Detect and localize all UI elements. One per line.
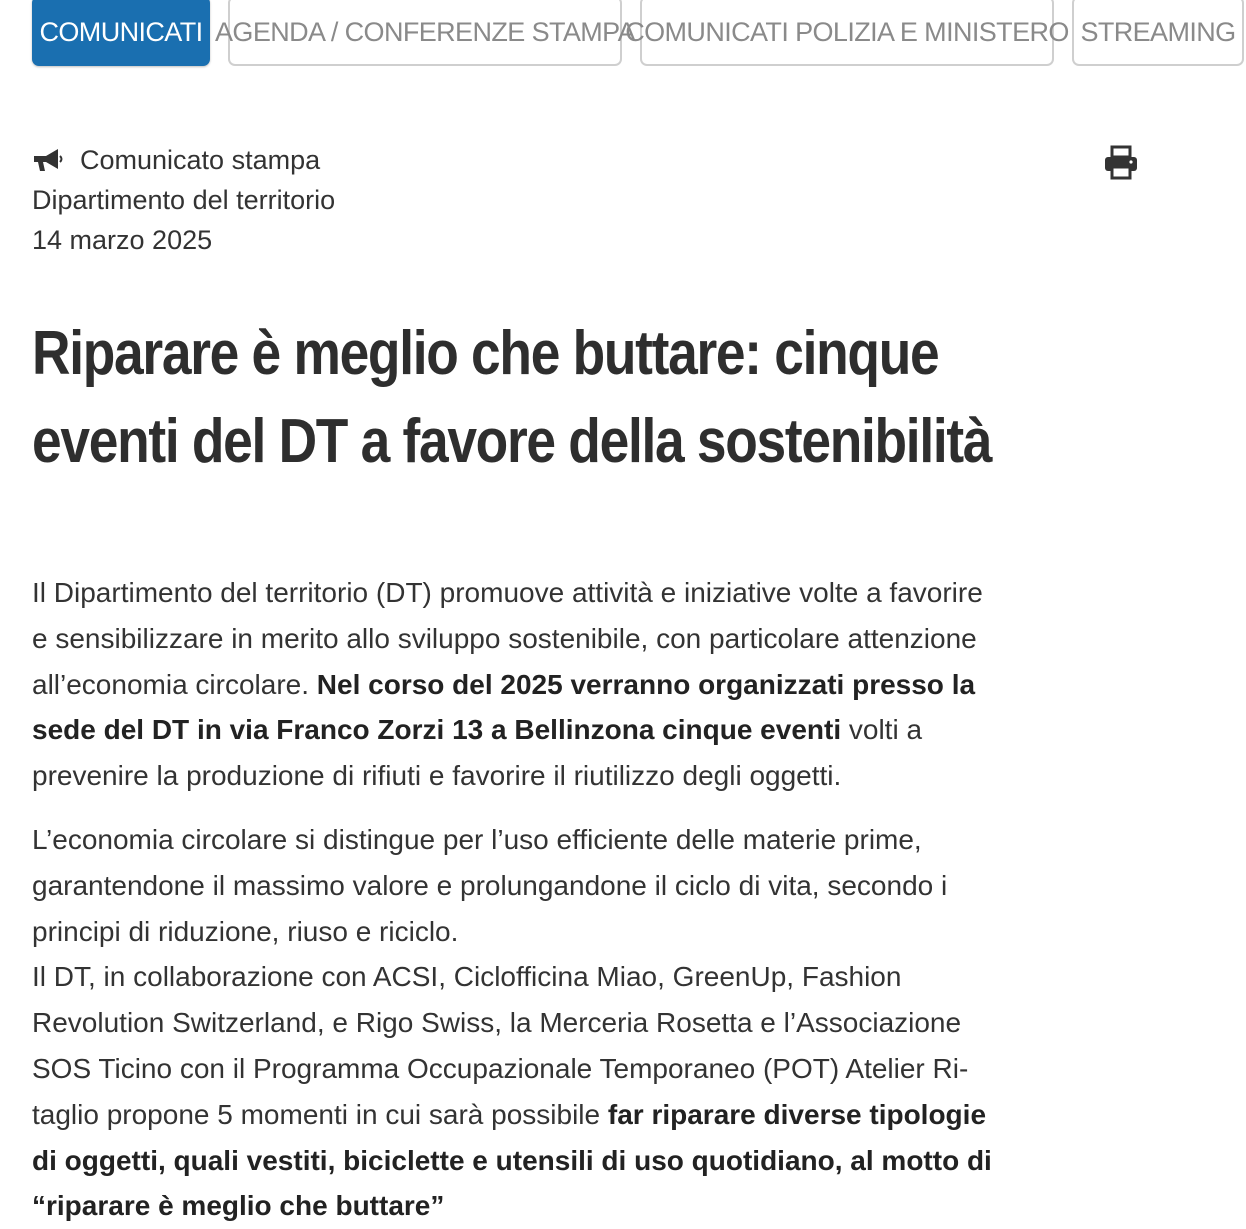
- publication-date: 14 marzo 2025: [32, 225, 213, 255]
- paragraph-intro: [32, 570, 1142, 799]
- text-line: SOS Ticino con il Programma Occupazionale Temporaneo (POT) Atelier Ri-: [32, 1052, 969, 1084]
- print-icon[interactable]: [1103, 145, 1139, 181]
- department-name: Dipartimento del territorio: [32, 185, 336, 215]
- article-title-line-2: eventi del DT a favore della sostenibilità: [32, 407, 992, 476]
- text-line: Il Dipartimento del territorio (DT) promuove attività e iniziative volte a favorire: [32, 577, 983, 608]
- bold-text: “riparare è meglio che buttare”: [32, 1190, 445, 1222]
- bold-text: far riparare diverse tipologie: [607, 1098, 987, 1130]
- text-line: all’economia circolare.: [32, 668, 317, 700]
- tab-streaming[interactable]: STREAMING: [1072, 0, 1244, 66]
- article-title: [32, 310, 1184, 486]
- text-line: Revolution Switzerland, e Rigo Swiss, la Merceria Rosetta e l’Associazione: [32, 1007, 962, 1039]
- text-line: taglio propone 5 momenti in cui sarà possibile: [32, 1098, 608, 1130]
- article-body: [32, 570, 1142, 1229]
- press-release-type: Comunicato stampa: [80, 145, 321, 175]
- bold-text: di oggetti, quali vestiti, biciclette e utensili di uso quotidiano, al motto di: [32, 1144, 992, 1176]
- text-line: L’economia circolare si distingue per l’uso efficiente delle materie prime,: [32, 823, 922, 855]
- tab-comunicati[interactable]: COMUNICATI: [32, 0, 210, 66]
- article-title-line-1: Riparare è meglio che buttare: cinque: [32, 319, 939, 388]
- bold-text: Nel corso del 2025 verranno organizzati presso la: [316, 668, 976, 700]
- text-line: Il DT, in collaborazione con ACSI, Ciclofficina Miao, GreenUp, Fashion: [32, 961, 902, 993]
- tab-agenda-conferenze-stampa[interactable]: AGENDA / CONFERENZE STAMPA: [228, 0, 622, 66]
- megaphone-icon: [32, 147, 64, 173]
- text-line: garantendone il massimo valore e prolungandone il ciclo di vita, secondo i: [32, 869, 948, 901]
- press-release-meta: [32, 140, 335, 260]
- text-line: prevenire la produzione di rifiuti e favorire il riutilizzo degli oggetti.: [32, 760, 842, 792]
- bold-text: sede del DT in via Franco Zorzi 13 a Bellinzona cinque eventi: [32, 714, 842, 746]
- text-line: principi di riduzione, riuso e riciclo.: [32, 915, 459, 947]
- paragraph-collaboration: [32, 954, 1142, 1229]
- paragraph-circular-economy: [32, 817, 1142, 954]
- tab-comunicati-polizia-ministero[interactable]: COMUNICATI POLIZIA E MINISTERO: [640, 0, 1054, 66]
- text-line: volti a: [841, 714, 923, 746]
- text-line: e sensibilizzare in merito allo sviluppo sostenibile, con particolare attenzione: [32, 622, 977, 654]
